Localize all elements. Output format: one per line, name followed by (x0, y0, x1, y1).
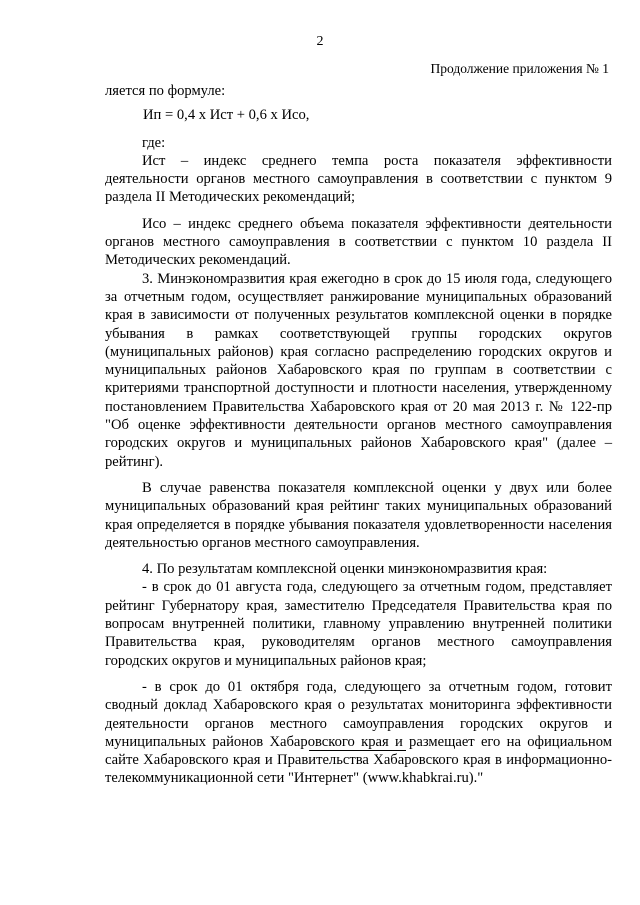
end-divider (309, 750, 406, 751)
paragraph-4: 4. По результатам комплексной оценки минэкономразвития края: (142, 561, 548, 578)
definition-ist: Ист – индекс среднего темпа роста показателя эффективности деятельности органов местного самоуправления в соответствии с пунктом 9 раздела II Методических рекомендаций; (105, 152, 612, 206)
where-line: где: (142, 134, 166, 151)
lead-line: ляется по формуле: (105, 83, 226, 99)
definition-iso: Исо – индекс среднего объема показателя эффективности деятельности органов местного самоуправления в соответствии с пунктом 10 раздела II Методических рекомендаций. (105, 215, 612, 269)
paragraph-3: 3. Минэкономразвития края ежегодно в срок до 15 июля года, следующего за отчетным годом, осуществляет ранжирование муниципальных образований края в зависимости от полученных результатов комплексной оценки в порядке убывания в рамках соответствующей группы городских округов (муниципальных районов) края согласно распределению городских округов и муниципальных районов Хабаровского края по группам в соответствии с критериями транспортной доступности и плотности населения, утвержденному постановлением Правительства Хабаровского края от 20 мая 2013 г. № 122-пр "Об оценке эффективности деятельности органов местного самоуправления городских округов и муниципальных районов Хабаровского края" (далее – рейтинг). (105, 270, 612, 470)
paragraph-4-item-1: - в срок до 01 августа года, следующего за отчетным годом, представляет рейтинг Губернатору края, заместителю Председателя Правительства края по вопросам внутренней политики, главному управлению внутренней политики Правительства края, руководителям органов местного самоуправления городских округов и муниципальных районов края; (105, 579, 612, 669)
paragraph-tie: В случае равенства показателя комплексной оценки у двух или более муниципальных образований края рейтинг таких муниципальных образований края определяется в порядке убывания показателя удовлетворенности населения деятельностью органов местного самоуправления. (105, 479, 612, 551)
page-number: 2 (316, 34, 324, 49)
continuation-label: Продолжение приложения № 1 (430, 61, 609, 76)
paragraph-4-item-2: - в срок до 01 октября года, следующего за отчетным годом, готовит сводный доклад Хабаровского края о результатах мониторинга эффективности деятельности органов местного самоуправления городских округов и муниципальных районов Хабаровского края и размещает его на официальном сайте Хабаровского края и Правительства Хабаровского края в информационно-телекоммуникационной сети "Интернет" (www.khabkrai.ru)." (105, 678, 612, 787)
formula: Ип = 0,4 х Ист + 0,6 х Исо, (143, 107, 310, 124)
document-body (105, 82, 612, 788)
